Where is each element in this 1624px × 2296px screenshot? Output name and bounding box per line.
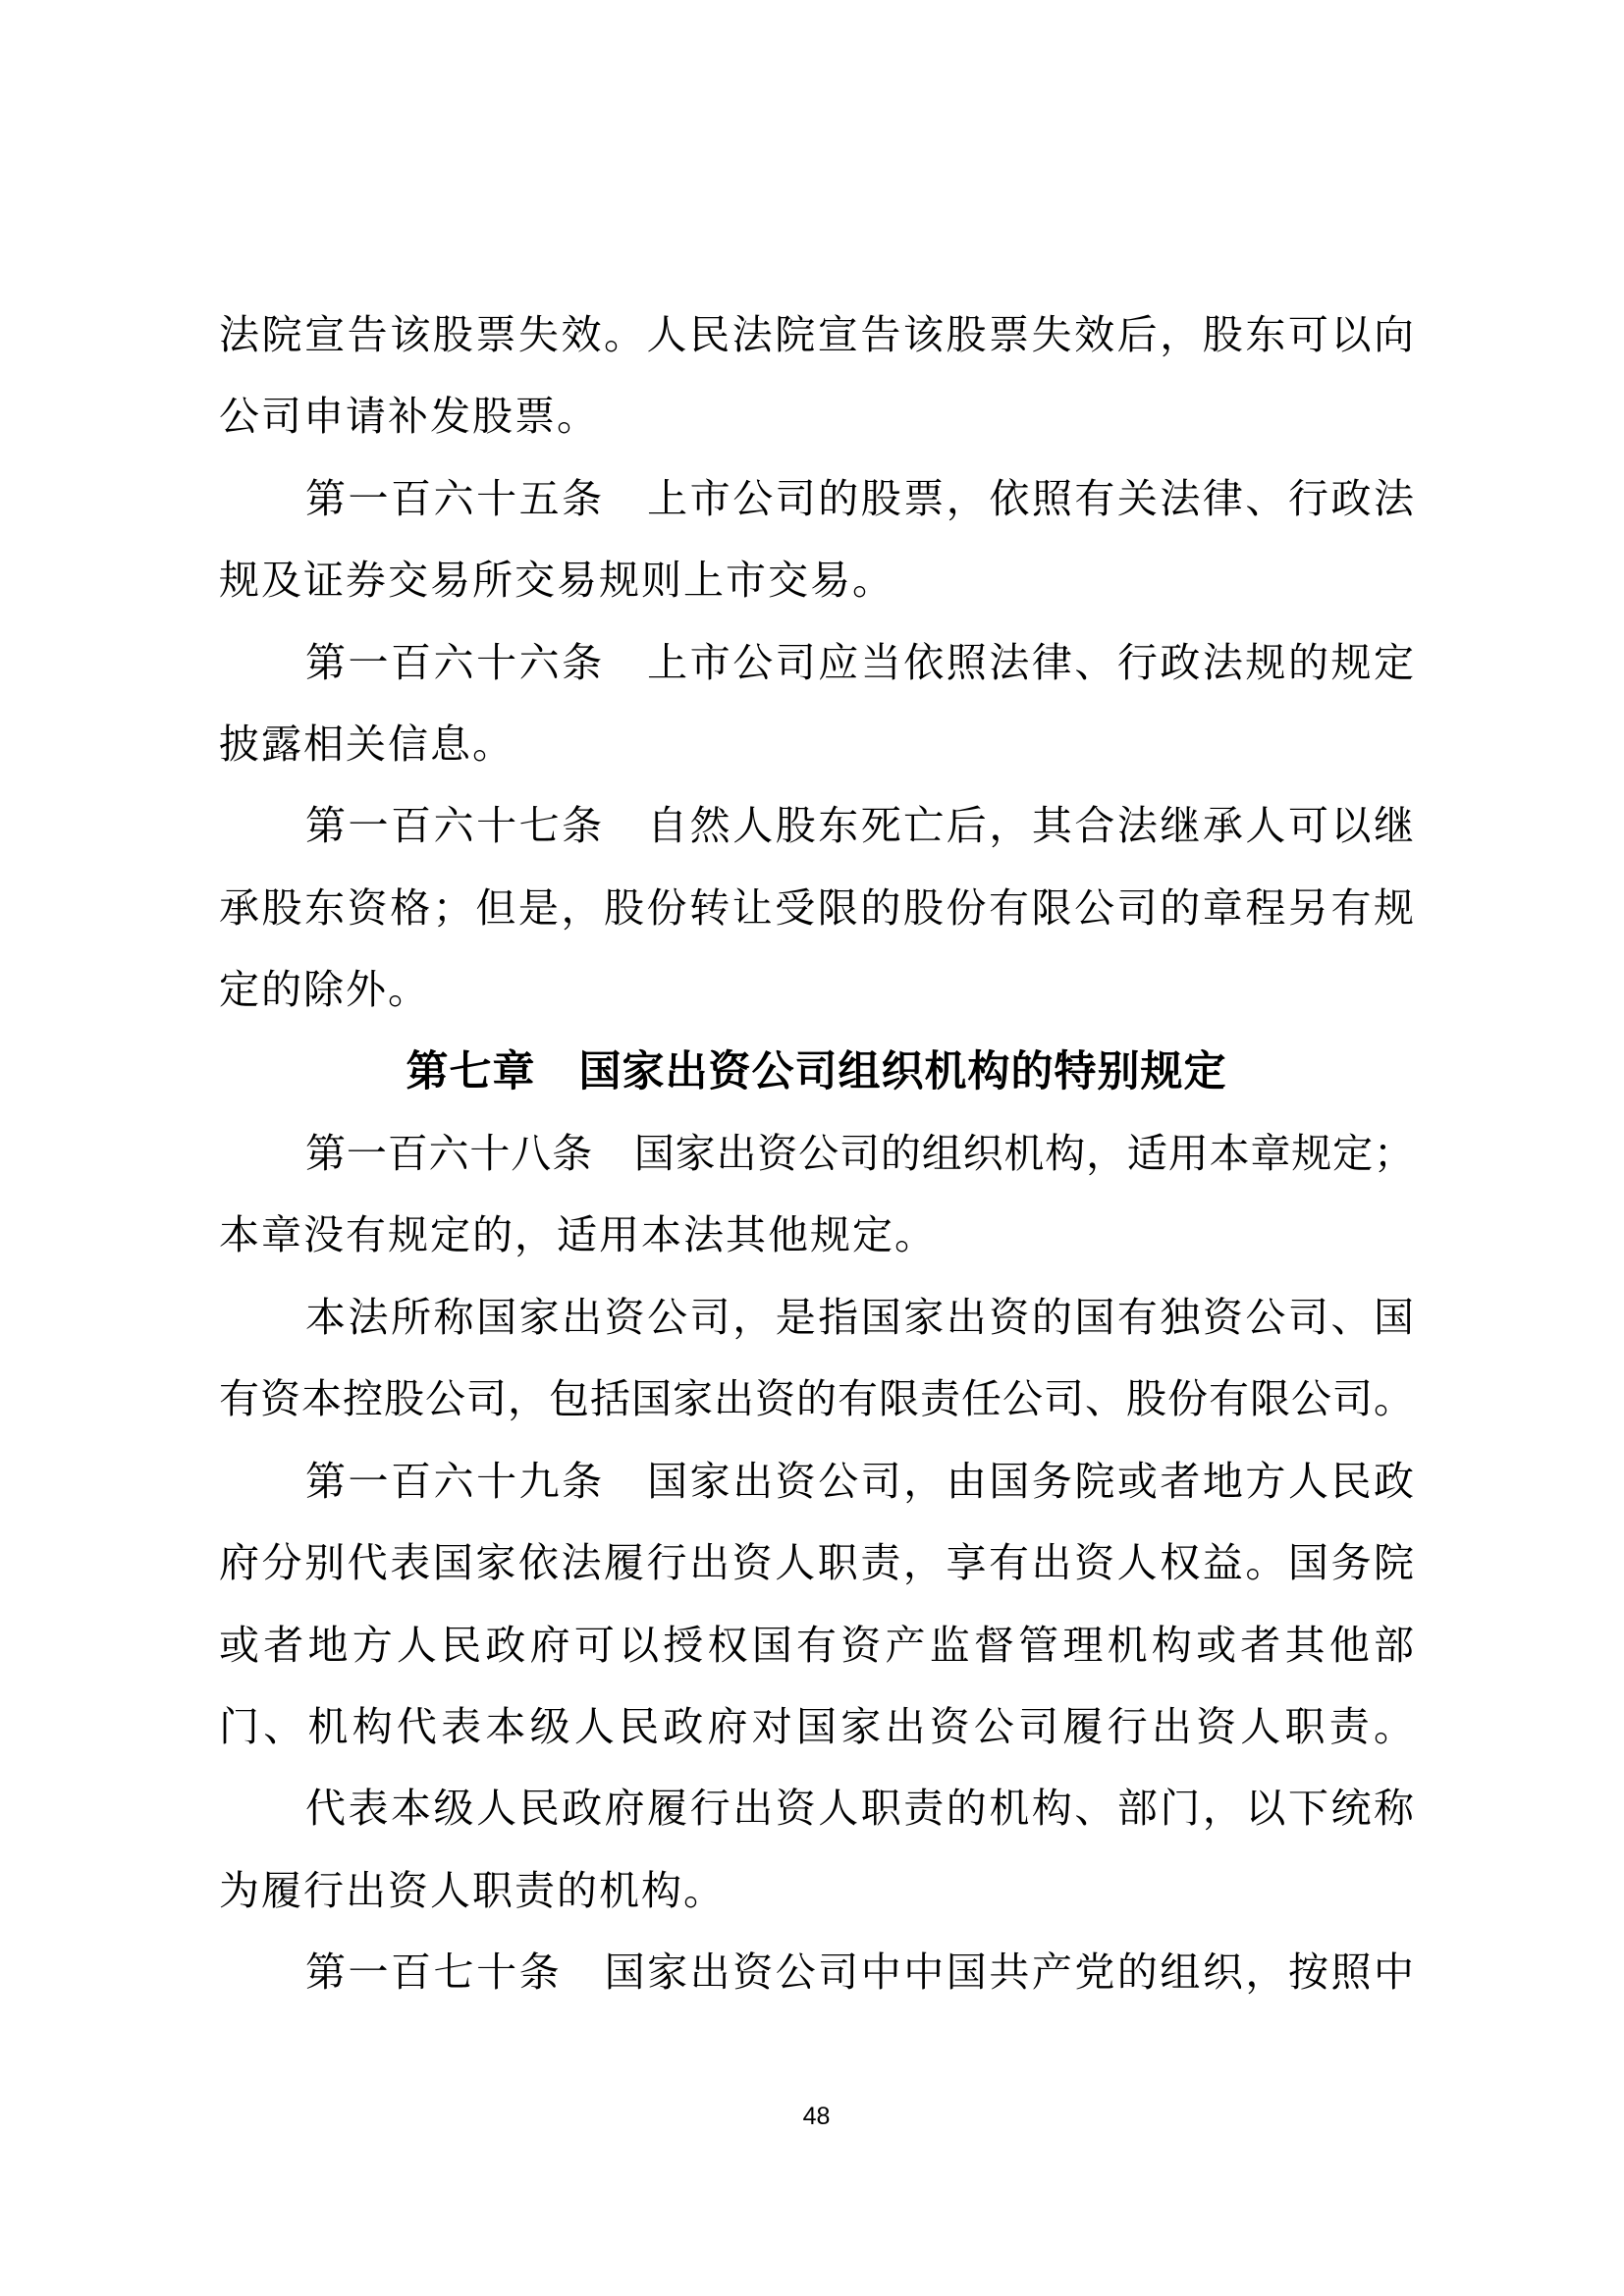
text-line: 承股东资格；但是，股份转让受限的股份有限公司的章程另有规 — [219, 884, 1414, 931]
text-line: 门、机构代表本级人民政府对国家出资公司履行出资人职责。 — [219, 1703, 1414, 1749]
text-line: 府分别代表国家依法履行出资人职责，享有出资人权益。国务院 — [219, 1540, 1414, 1586]
text-line: 有资本控股公司，包括国家出资的有限责任公司、股份有限公司。 — [219, 1376, 1414, 1422]
text-line: 本章没有规定的，适用本法其他规定。 — [219, 1212, 937, 1258]
text-line: 本法所称国家出资公司，是指国家出资的国有独资公司、国 — [305, 1294, 1414, 1340]
text-line: 公司申请补发股票。 — [219, 394, 599, 440]
text-line: 代表本级人民政府履行出资人职责的机构、部门，以下统称 — [305, 1786, 1414, 1832]
text-line: 为履行出资人职责的机构。 — [219, 1867, 726, 1913]
page-number: 48 — [802, 2103, 831, 2130]
article-169-line: 第一百六十九条 国家出资公司，由国务院或者地方人民政 — [305, 1458, 1414, 1504]
text-line: 或者地方人民政府可以授权国有资产监督管理机构或者其他部 — [219, 1622, 1414, 1668]
chapter-heading: 第七章 国家出资公司组织机构的特别规定 — [406, 1048, 1227, 1095]
article-168-line: 第一百六十八条 国家出资公司的组织机构，适用本章规定； — [305, 1131, 1414, 1177]
text-block — [219, 294, 1414, 2014]
text-line: 规及证券交易所交易规则上市交易。 — [219, 558, 894, 604]
text-line: 披露相关信息。 — [219, 721, 514, 768]
article-165-line: 第一百六十五条 上市公司的股票，依照有关法律、行政法 — [305, 475, 1414, 521]
article-167-line: 第一百六十七条 自然人股东死亡后，其合法继承人可以继 — [305, 803, 1414, 849]
text-line: 法院宣告该股票失效。人民法院宣告该股票失效后，股东可以向 — [219, 312, 1414, 357]
article-166-line: 第一百六十六条 上市公司应当依照法律、行政法规的规定 — [305, 639, 1414, 685]
text-line: 定的除外。 — [219, 967, 430, 1013]
article-170-line: 第一百七十条 国家出资公司中中国共产党的组织，按照中 — [305, 1949, 1414, 1996]
